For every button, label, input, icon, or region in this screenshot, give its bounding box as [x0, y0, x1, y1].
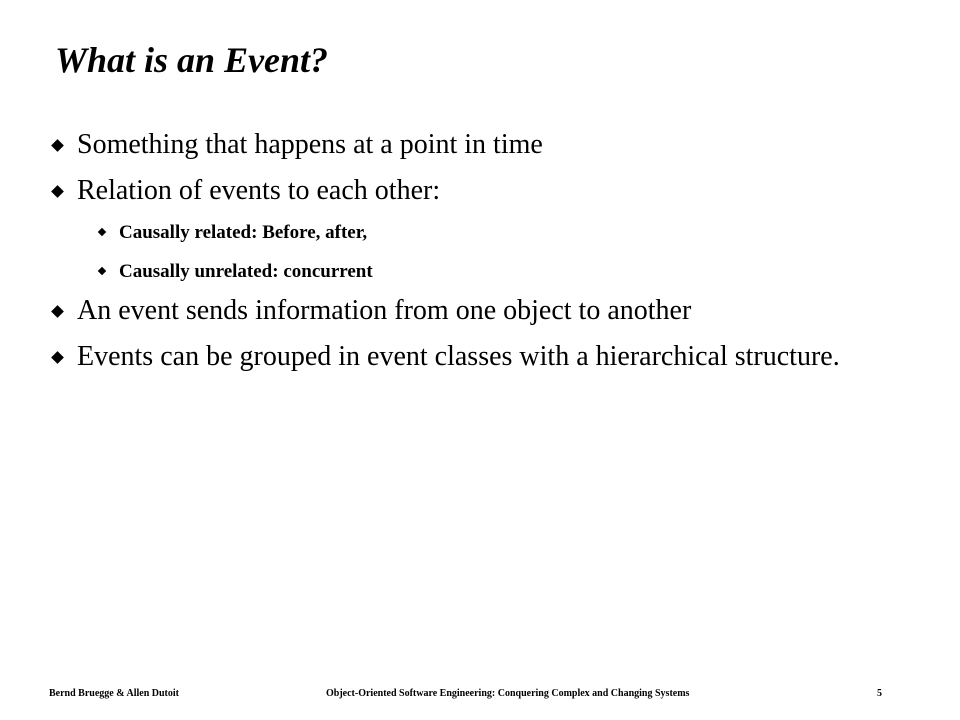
sub-bullet-item: [50, 261, 910, 283]
diamond-bullet-icon: [51, 305, 64, 318]
slide-title: What is an Event?: [55, 40, 329, 80]
bullet-item: [50, 174, 910, 207]
sub-bullet-item: [50, 222, 910, 244]
bullet-list: [50, 128, 910, 386]
diamond-bullet-icon: [51, 351, 64, 364]
diamond-bullet-icon: [98, 267, 106, 275]
sub-bullet-text: Causally related: Before, after,: [119, 222, 368, 243]
diamond-bullet-icon: [51, 185, 64, 198]
bullet-text: Something that happens at a point in time: [77, 129, 543, 160]
bullet-text: Events can be grouped in event classes with a hierarchical structure.: [77, 341, 840, 372]
footer-book-title: Object-Oriented Software Engineering: Conquering Complex and Changing Systems: [326, 688, 690, 699]
bullet-item: [50, 340, 910, 373]
footer-authors: Bernd Bruegge & Allen Dutoit: [49, 688, 179, 699]
sub-bullet-list: [50, 222, 910, 283]
bullet-item: [50, 294, 910, 327]
footer-page-number: 5: [877, 688, 882, 699]
bullet-text: An event sends information from one object to another: [77, 295, 692, 326]
sub-bullet-text: Causally unrelated: concurrent: [119, 261, 373, 282]
diamond-bullet-icon: [51, 139, 64, 152]
bullet-item: [50, 128, 910, 161]
bullet-text: Relation of events to each other:: [77, 175, 441, 206]
diamond-bullet-icon: [98, 228, 106, 236]
